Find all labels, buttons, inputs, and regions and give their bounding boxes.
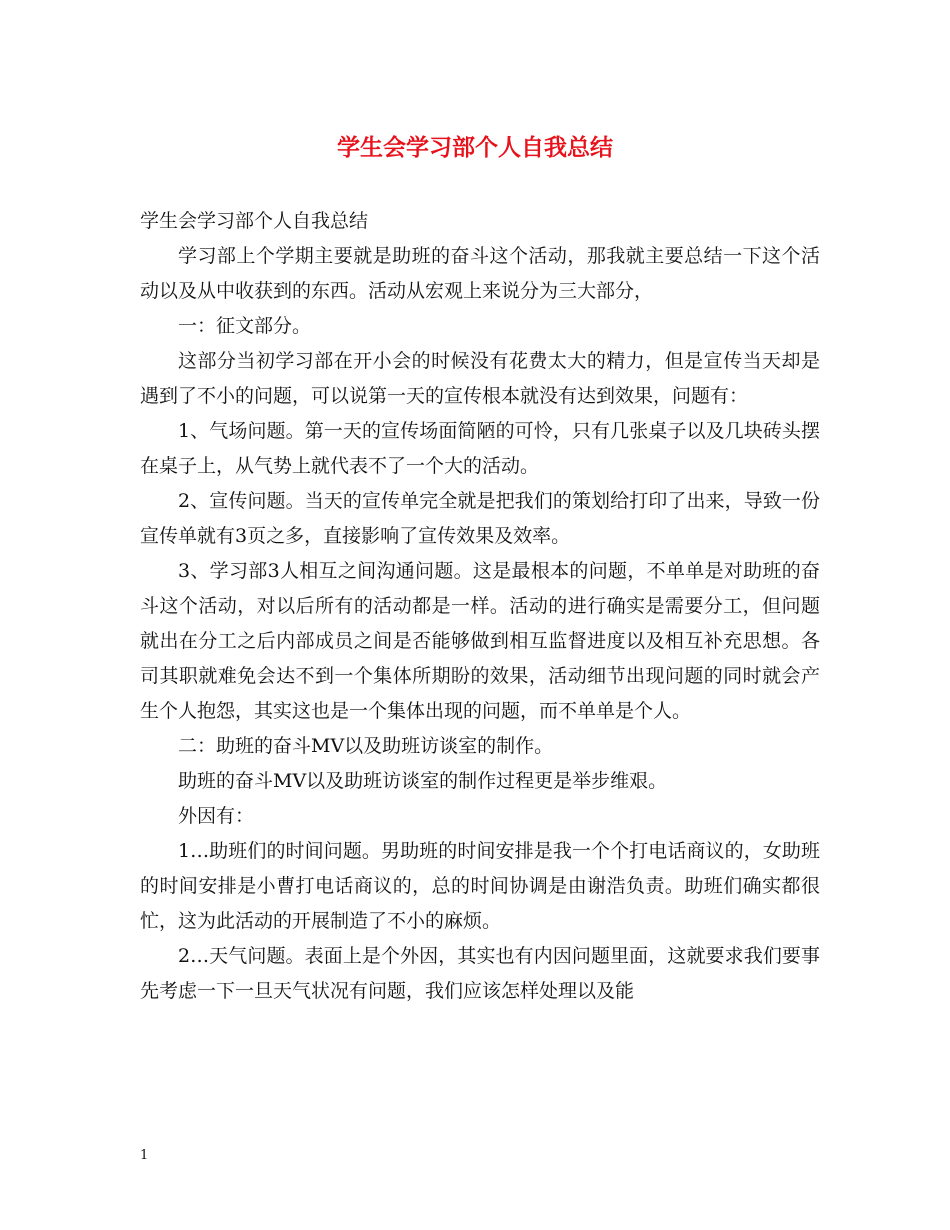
paragraph: 助班的奋斗MV以及助班访谈室的制作过程更是举步维艰。: [178, 770, 668, 792]
list-item: 1…助班们的时间问题。男助班的时间安排是我一个个打电话商议的，女助班的时间安排是小曹打电话商议的，总的时间协调是由谢浩负责。助班们确实都很忙，这为此活动的开展制造了不小的麻烦。: [140, 840, 820, 932]
section-heading: 二：助班的奋斗MV以及助班访谈室的制作。: [178, 735, 554, 757]
page-number: 1: [140, 1148, 149, 1163]
section-heading: 一：征文部分。: [178, 315, 312, 337]
paragraph-subtitle: 学生会学习部个人自我总结: [140, 210, 369, 232]
list-item: 2…天气问题。表面上是个外因，其实也有内因问题里面，这就要求我们要事先考虑一下一旦天气状况有问题，我们应该怎样处理以及能: [140, 945, 820, 1002]
paragraph: 学习部上个学期主要就是助班的奋斗这个活动，那我就主要总结一下这个活动以及从中收获到的东西。活动从宏观上来说分为三大部分，: [140, 245, 820, 302]
paragraph: 外因有：: [178, 805, 255, 827]
paragraph: 这部分当初学习部在开小会的时候没有花费太大的精力，但是宣传当天却是遇到了不小的问题，可以说第一天的宣传根本就没有达到效果，问题有：: [140, 350, 820, 407]
document-title: 学生会学习部个人自我总结: [337, 135, 613, 161]
list-item: 1、气场问题。第一天的宣传场面简陋的可怜，只有几张桌子以及几块砖头摆在桌子上，从气势上就代表不了一个大的活动。: [140, 420, 820, 477]
list-item: 2、宣传问题。当天的宣传单完全就是把我们的策划给打印了出来，导致一份宣传单就有3页之多，直接影响了宣传效果及效率。: [140, 490, 820, 547]
list-item: 3、学习部3人相互之间沟通问题。这是最根本的问题，不单单是对助班的奋斗这个活动，对以后所有的活动都是一样。活动的进行确实是需要分工，但问题就出在分工之后内部成员之间是否能够做到相互监督进度以及相互补充思想。各司其职就难免会达不到一个集体所期盼的效果，活动细节出现问题的同时就会产生个人抱怨，其实这也是一个集体出现的问题，而不单单是个人。: [140, 560, 820, 722]
document-body: [140, 204, 820, 1009]
